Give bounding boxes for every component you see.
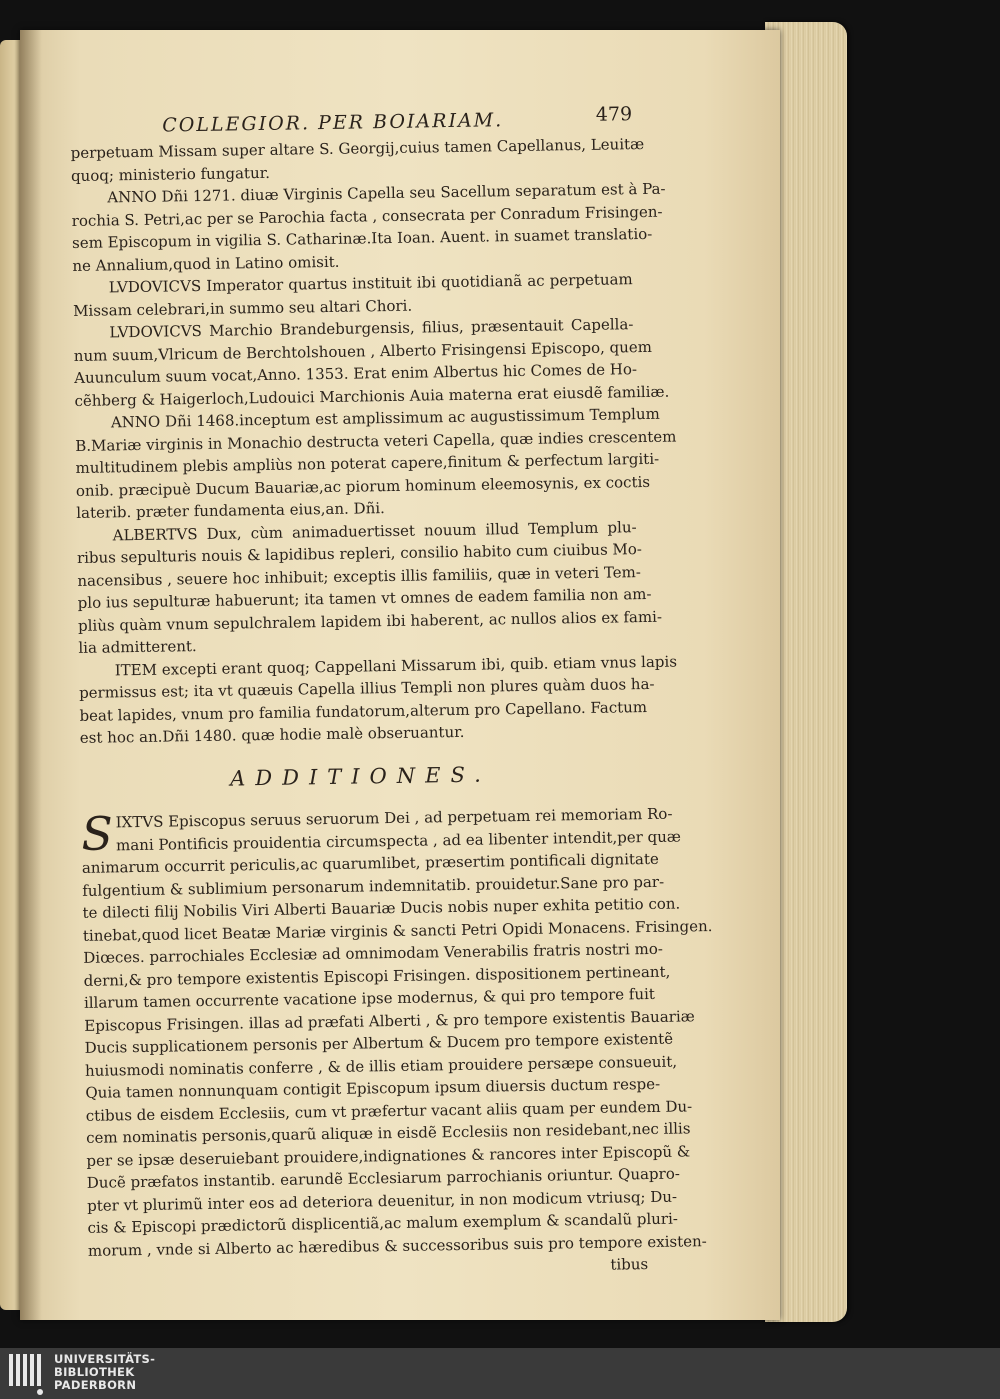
text-line: tinebat,quod licet Beatæ Mariæ virginis & sancti Petri Opidi Monacens. Frisingen.	[82, 916, 713, 945]
text-line: permissus est; ita vt quæuis Capella illius Templi non plures quàm duos ha-	[78, 674, 655, 702]
text-line: LVDOVICVS Marchio Brandeburgensis, filius, præsentauit Capella-	[109, 315, 634, 342]
text-line: lia admitterent.	[78, 637, 197, 657]
text-line: cem nominatis personis,quarũ aliquæ in eisdẽ Ecclesiis non residebant,nec illis	[85, 1119, 691, 1147]
text-line: cẽhberg & Haigerloch,Ludouici Marchionis Auia materna erat eiusdẽ familiæ.	[74, 382, 670, 410]
library-name-line: PADERBORN	[54, 1378, 137, 1392]
text-line: Ducẽ præfatos instantib. earundẽ Ecclesiarum parrochianis oriuntur. Quapro-	[86, 1164, 681, 1192]
text-line: Diœces. parrochiales Ecclesiæ ad omnimodam Venerabilis fratris nostri mo-	[83, 939, 664, 967]
text-line: ne Annalium,quod in Latino omisit.	[72, 252, 340, 275]
text-line: morum , vnde si Alberto ac hæredibus & successoribus suis pro tempore existen-	[87, 1231, 707, 1260]
text-line: quoq; ministerio fungatur.	[70, 163, 271, 185]
additiones-heading: ADDITIONES.	[229, 761, 491, 791]
text-line: fulgentium & sublimium personarum indemnitatib. prouidetur.Sane pro par-	[82, 872, 665, 900]
additiones-text	[80, 803, 713, 1284]
text-line: illarum tamen occurrente vacatione ipse modernus, & qui pro tempore fuit	[83, 984, 656, 1012]
text-line: animarum occurrit periculis,ac quarumlibet, præsertim pontificali dignitate	[81, 849, 659, 877]
main-text	[70, 133, 678, 749]
text-line: LVDOVICVS Imperator quartus instituit ibi quotidianã ac perpetuam	[108, 270, 633, 297]
text-line: Ducis supplicationem personis per Albertum & Ducem pro tempore existentẽ	[84, 1029, 674, 1057]
text-line: ALBERTVS Dux, cùm animaduertisset nouum illud Templum plu-	[112, 517, 637, 544]
text-line: Missam celebrari,in summo seu altari Chori.	[72, 296, 413, 320]
text-line: ITEM excepti erant quoq; Cappellani Missarum ibi, quib. etiam vnus lapis	[114, 652, 678, 679]
text-line: est hoc an.Dñi 1480. quæ hodie malè obseruantur.	[79, 722, 465, 747]
text-line: num suum,Vlricum de Berchtolshouen , Alberto Frisingensi Episcopo, quem	[73, 337, 653, 365]
text-line: IXTVS Episcopus seruus seruorum Dei , ad perpetuam rei memoriam Ro-	[115, 804, 673, 832]
text-line: cis & Episcopi prædictorũ displicentiã,ac malum exemplum & scandalũ pluri-	[87, 1209, 679, 1237]
text-line: perpetuam Missam super altare S. Georgij,cuius tamen Capellanus, Leuitæ	[70, 134, 645, 162]
text-line: rochia S. Petri,ac per se Parochia facta , consecrata per Conradum Frisingen-	[71, 202, 663, 230]
text-line: nacensibus , seuere hoc inhibuit; exceptis illis familiis, quæ in veteri Tem-	[77, 562, 642, 590]
library-footer	[0, 1348, 1000, 1399]
text-line: B.Mariæ virginis in Monachio destructa veteri Capella, quæ indies crescentem	[75, 427, 677, 455]
library-name	[54, 1353, 155, 1392]
catchword: tibus	[610, 1255, 649, 1274]
text-line: onib. præcipuè Ducum Bauariæ,ac piorum hominum eleemosynis, ex coctis	[75, 472, 651, 500]
running-head: COLLEGIOR. PER BOIARIAM.	[162, 109, 504, 137]
text-line: sem Episcopum in vigilia S. Catharinæ.Ita Ioan. Auent. in suamet translatio-	[71, 224, 653, 252]
page-gutter-shadow	[20, 30, 42, 1320]
text-line: Episcopus Frisingen. illas ad præfati Alberti , & pro tempore existentis Bauariæ	[84, 1006, 695, 1035]
text-line: te dilecti filij Nobilis Viri Alberti Bauariæ Ducis nobis nuper exhita petitio con.	[82, 894, 681, 922]
page-text	[70, 103, 713, 1284]
text-line: laterib. præter fundamenta eius,an. Dñi.	[76, 499, 385, 522]
page-number: 479	[595, 103, 633, 126]
text-line: Quia tamen nonnunquam contigit Episcopum ipsum diuersis ductum respe-	[85, 1074, 661, 1102]
text-line: pliùs quàm vnum sepulchralem lapidem ibi haberent, ac nullos alios ex fami-	[77, 607, 663, 635]
text-line: ANNO Dñi 1271. diuæ Virginis Capella seu Sacellum separatum est à Pa-	[107, 179, 666, 207]
text-line: huiusmodi nominatis conferre , & de illis etiam prouidere persæpe consueuit,	[84, 1052, 678, 1080]
text-line: plo ius sepulturæ habuerunt; ita tamen vt omnes de eadem familia non am-	[77, 584, 652, 612]
text-line: ANNO Dñi 1468.inceptum est amplissimum ac augustissimum Templum	[110, 404, 660, 432]
text-line: beat lapides, vnum pro familia fundatorum,alterum pro Capellano. Factum	[79, 697, 648, 725]
text-line: multitudinem plebis ampliùs non poterat capere,finitum & perfectum largiti-	[75, 449, 660, 477]
text-line: mani Pontificis prouidentia circumspecta , ad ea libenter intendit,per quæ	[115, 826, 682, 854]
text-line: ribus sepulturis nouis & lapidibus repleri, consilio habito cum ciuibus Mo-	[76, 540, 643, 567]
drop-cap: S	[80, 806, 114, 861]
library-logo-icon	[8, 1352, 44, 1396]
text-line: per se ipsæ deseruiebant prouidere,indignationes & rancores inter Episcopũ &	[86, 1141, 691, 1170]
text-line: Auunculum suum vocat,Anno. 1353. Erat enim Albertus hic Comes de Ho-	[74, 360, 638, 387]
text-line: pter vt plurimũ inter eos ad deteriora deuenitur, in non modicum vtriusq; Du-	[87, 1187, 678, 1215]
text-line: ctibus de eisdem Ecclesiis, cum vt præfertur vacant aliis quam per eundem Du-	[85, 1096, 693, 1125]
library-name-line: BIBLIOTHEK	[54, 1365, 135, 1379]
library-name-line: UNIVERSITÄTS-	[54, 1352, 156, 1366]
text-line: derni,& pro tempore existentis Episcopi Frisingen. dispositionem pertineant,	[83, 962, 671, 990]
